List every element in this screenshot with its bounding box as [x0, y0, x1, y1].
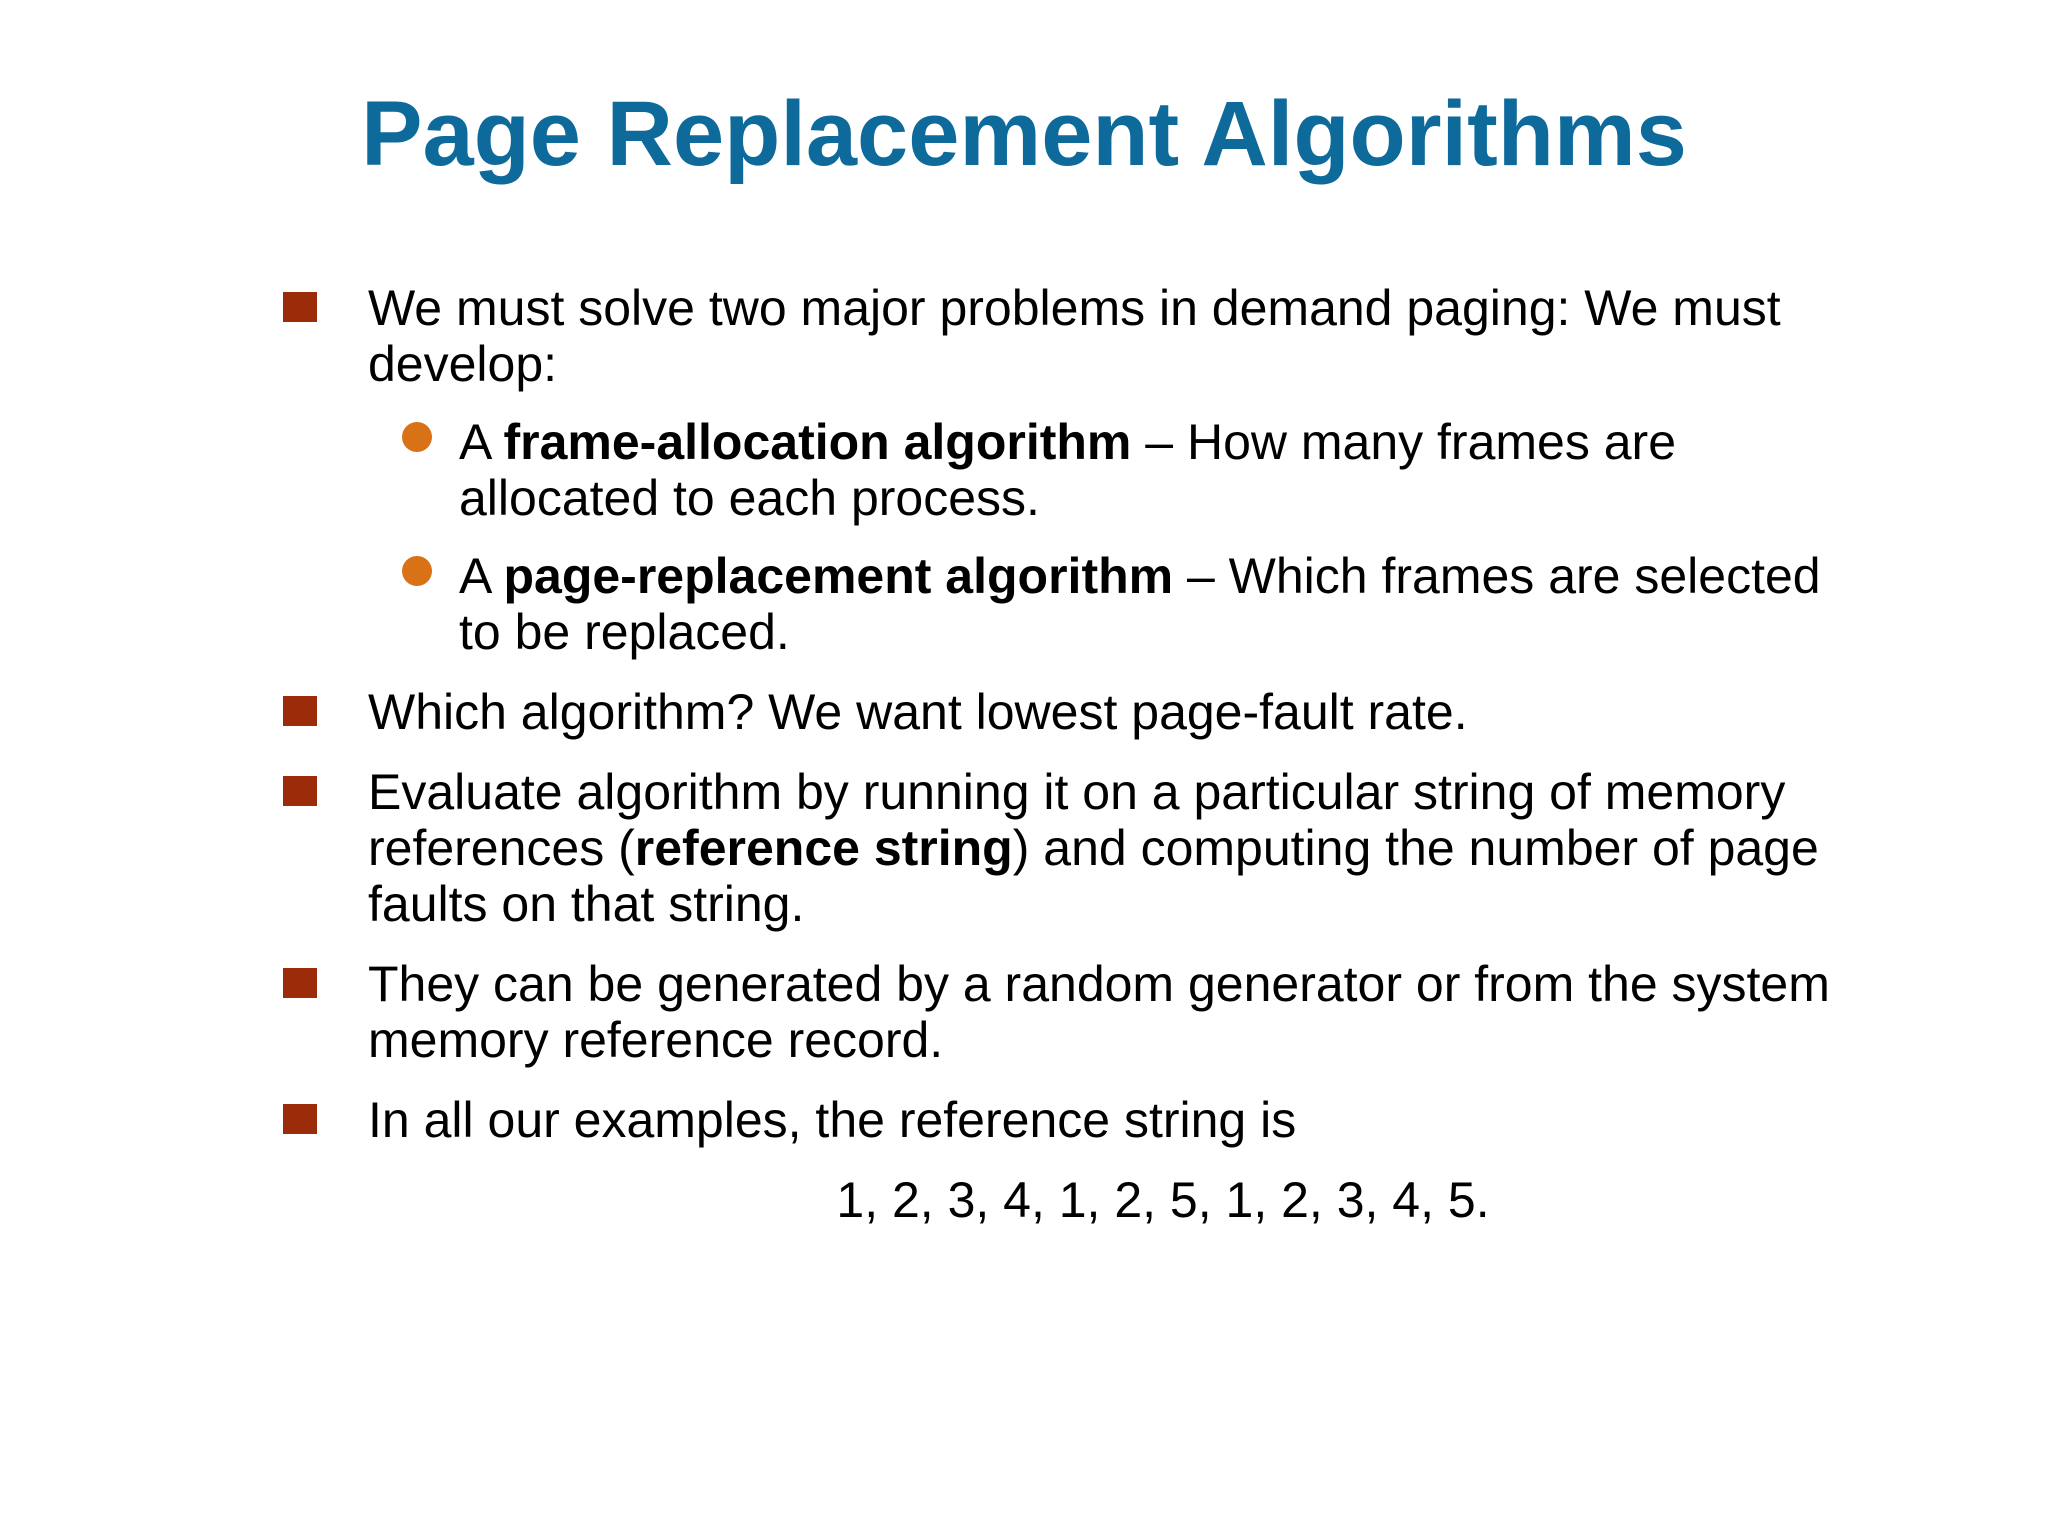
sub-bullet-text: – How many frames are allocated to each process. [459, 414, 1677, 526]
bullet-item [283, 956, 1843, 1068]
sub-bullet-item [374, 414, 1843, 526]
slide-title: Page Replacement Algorithms [361, 83, 1687, 185]
bullet-item [283, 684, 1843, 740]
sub-bullet-term: frame-allocation algorithm [503, 414, 1132, 470]
sub-bullet-text: – Which frames are selected to be replaced. [459, 548, 1821, 660]
round-bullet-icon [402, 556, 432, 586]
bullet-text: In all our examples, the reference string is [368, 1092, 1297, 1148]
square-bullet-icon [283, 1104, 317, 1134]
round-bullet-icon [402, 422, 432, 452]
bullet-text: Evaluate algorithm by running it on a particular string of memory references ( [368, 764, 1786, 876]
bullet-text: We must solve two major problems in demand paging: We must develop: [368, 280, 1781, 392]
square-bullet-icon [283, 776, 317, 806]
sub-bullet-prefix: A [459, 414, 504, 470]
sub-bullet-prefix: A [459, 548, 504, 604]
bullet-text: They can be generated by a random generator or from the system memory reference record. [368, 956, 1830, 1068]
bullet-term: reference string [634, 820, 1013, 876]
sub-bullet-item [374, 548, 1843, 660]
bullet-text-continued: ) and computing the number of page faults on that string. [368, 820, 1819, 932]
sub-bullet-term: page-replacement algorithm [503, 548, 1174, 604]
square-bullet-icon [283, 968, 317, 998]
square-bullet-icon [283, 292, 317, 322]
bullet-item [283, 764, 1843, 932]
bullet-text: Which algorithm? We want lowest page-fault rate. [368, 684, 1468, 740]
bullet-list [283, 280, 1843, 1252]
reference-string-sequence: 1, 2, 3, 4, 1, 2, 5, 1, 2, 3, 4, 5. [836, 1172, 1490, 1228]
bullet-item [283, 1092, 1843, 1228]
square-bullet-icon [283, 696, 317, 726]
sub-bullet-list [368, 414, 1843, 660]
bullet-item [283, 280, 1843, 660]
